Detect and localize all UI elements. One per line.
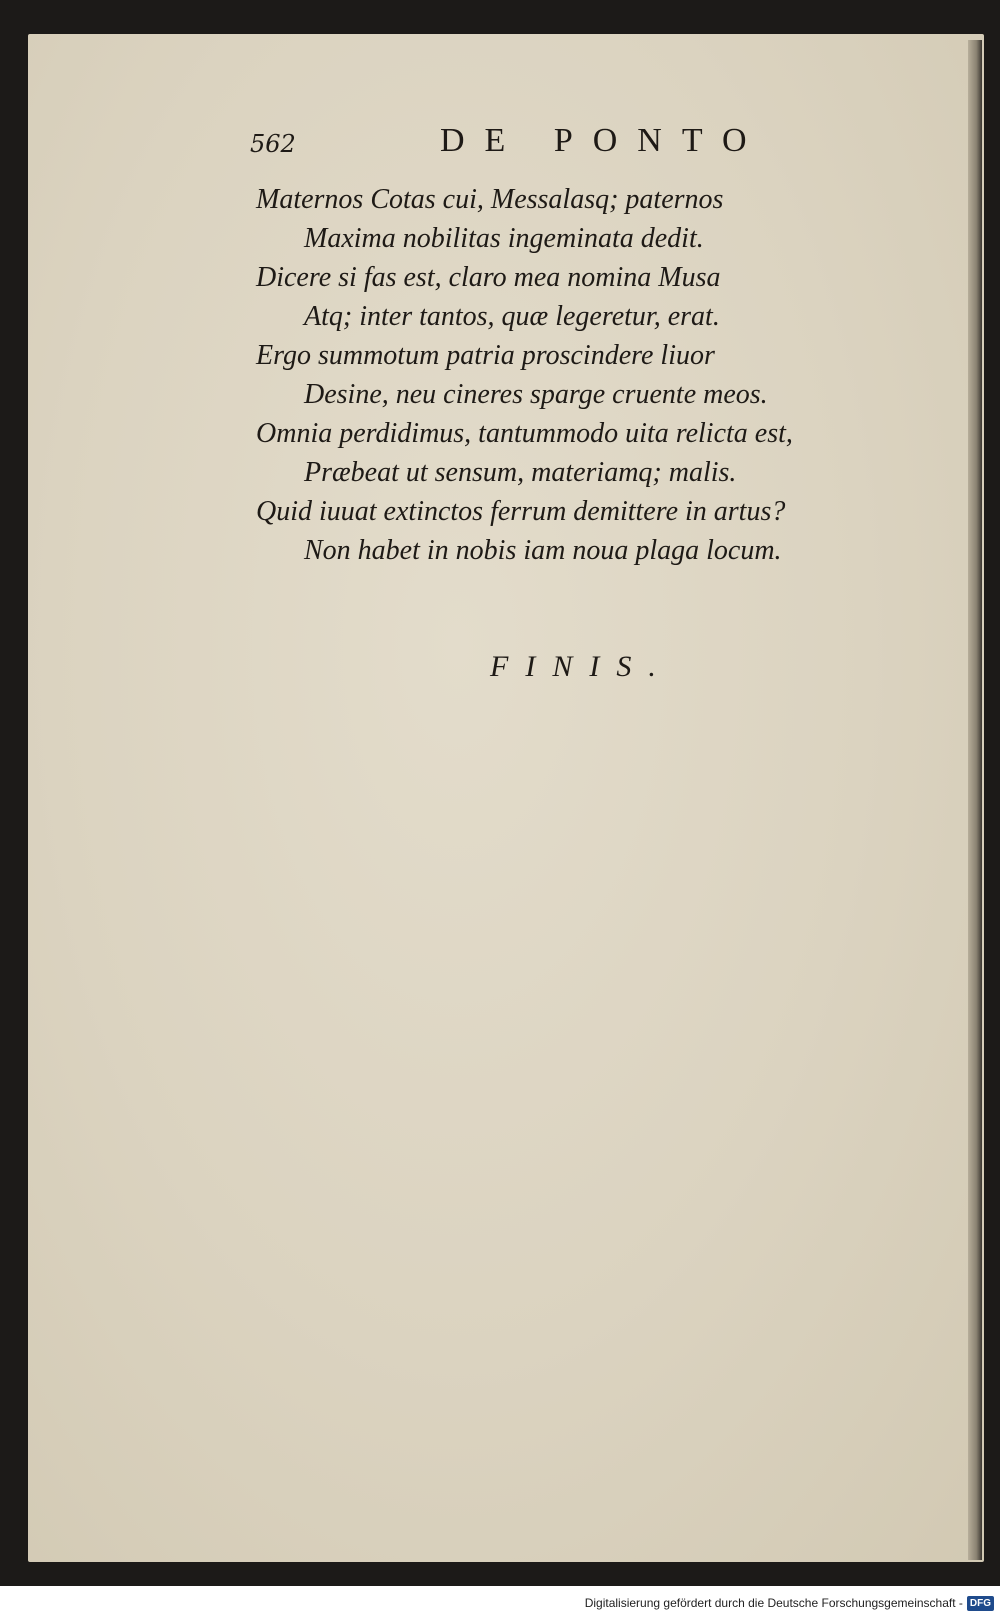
verse-line: Atq; inter tantos, quæ legeretur, erat.	[304, 301, 720, 332]
running-head: DE PONTO	[440, 122, 767, 159]
verse-block	[256, 180, 856, 570]
verse-line: Maternos Cotas cui, Messalasq; paternos	[256, 184, 724, 215]
page-edge-shadow	[968, 40, 982, 1560]
verse-line: Dicere si fas est, claro mea nomina Musa	[256, 262, 721, 293]
finis-mark: FINIS.	[490, 650, 673, 683]
verse-line: Non habet in nobis iam noua plaga locum.	[304, 535, 782, 566]
verse-line: Maxima nobilitas ingeminata dedit.	[304, 223, 704, 254]
verse-line: Omnia perdidimus, tantummodo uita relicta est,	[256, 418, 793, 449]
credit-text: Digitalisierung gefördert durch die Deutsche Forschungsgemeinschaft -	[584, 1596, 963, 1610]
dfg-logo-icon: DFG	[967, 1596, 994, 1611]
verse-line: Præbeat ut sensum, materiamq; malis.	[304, 457, 737, 488]
verse-line: Ergo summotum patria proscindere liuor	[256, 340, 715, 371]
page-number: 562	[250, 130, 296, 158]
verse-line: Quid iuuat extinctos ferrum demittere in artus?	[256, 496, 786, 527]
digitization-credit	[585, 1592, 994, 1614]
verse-line: Desine, neu cineres sparge cruente meos.	[304, 379, 768, 410]
page-header	[250, 122, 770, 168]
show-through-text	[866, 154, 976, 1404]
